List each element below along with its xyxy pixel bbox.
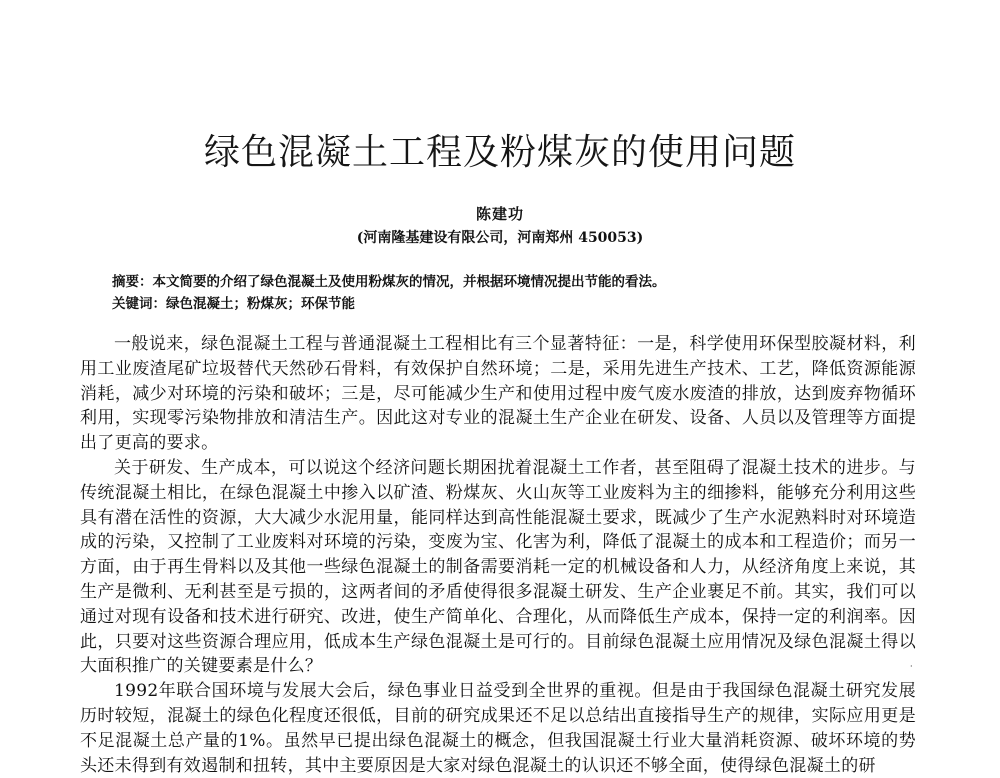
author-affiliation: (河南隆基建设有限公司，河南郑州 450053) (356, 230, 644, 246)
scan-speck: · (910, 662, 913, 671)
author-name: 陈建功 (475, 205, 524, 223)
body-paragraph: 一般说来，绿色混凝土工程与普通混凝土工程相比有三个显著特征：一是，科学使用环保型胶凝材料，利用工业废渣尾矿垃圾替代天然砂石骨料，有效保护自然环境；二是，采用先进生产技术、工艺，降低资源能源消耗，减少对环境的污染和破坏；三是，尽可能减少生产和使用过程中废气废水废渣的排放，达到废弃物循环利用，实现零污染物排放和清洁生产。因此这对专业的混凝土生产企业在研发、设备、人员以及管理等方面提出了更高的要求。 (80, 334, 916, 454)
body-paragraph: 1992年联合国环境与发展大会后，绿色事业日益受到全世界的重视。但是由于我国绿色混凝土研究发展历时较短，混凝土的绿色化程度还很低，目前的研究成果还不足以总结出直接指导生产的规律，实际应用更是不足混凝土总产量的1%。虽然早已提出绿色混凝土的概念，但我国混凝土行业大量消耗资源、破坏环境的势头还未得到有效遏制和扭转，其中主要原因是大家对绿色混凝土的认识还不够全面，使得绿色混凝土的研 (80, 681, 916, 776)
abstract: 摘要：本文简要的介绍了绿色混凝土及使用粉煤灰的情况，并根据环境情况提出节能的看法。 (112, 274, 666, 290)
keywords: 关键词：绿色混凝土；粉煤灰；环保节能 (112, 296, 355, 312)
paper-title: 绿色混凝土工程及粉煤灰的使用问题 (203, 132, 796, 173)
body-text (80, 332, 916, 778)
body-paragraph: 关于研发、生产成本，可以说这个经济问题长期困扰着混凝土工作者，甚至阻碍了混凝土技术的进步。与传统混凝土相比，在绿色混凝土中掺入以矿渣、粉煤灰、火山灰等工业废料为主的细掺料，能够充分利用这些具有潜在活性的资源，大大减少水泥用量，能同样达到高性能混凝土要求，既减少了生产水泥熟料时对环境造成的污染，又控制了工业废料对环境的污染，变废为宝、化害为利，降低了混凝土的成本和工程造价；而另一方面，由于再生骨料以及其他一些绿色混凝土的制备需要消耗一定的机械设备和人力，从经济角度上来说，其生产是微利、无利甚至是亏损的，这两者间的矛盾使得很多混凝土研发、生产企业裹足不前。其实，我们可以通过对现有设备和技术进行研究、改进，使生产简单化、合理化，从而降低生产成本，保持一定的利润率。因此，只要对这些资源合理应用，低成本生产绿色混凝土是可行的。目前绿色混凝土应用情况及绿色混凝土得以大面积推广的关键要素是什么？ (80, 457, 916, 677)
